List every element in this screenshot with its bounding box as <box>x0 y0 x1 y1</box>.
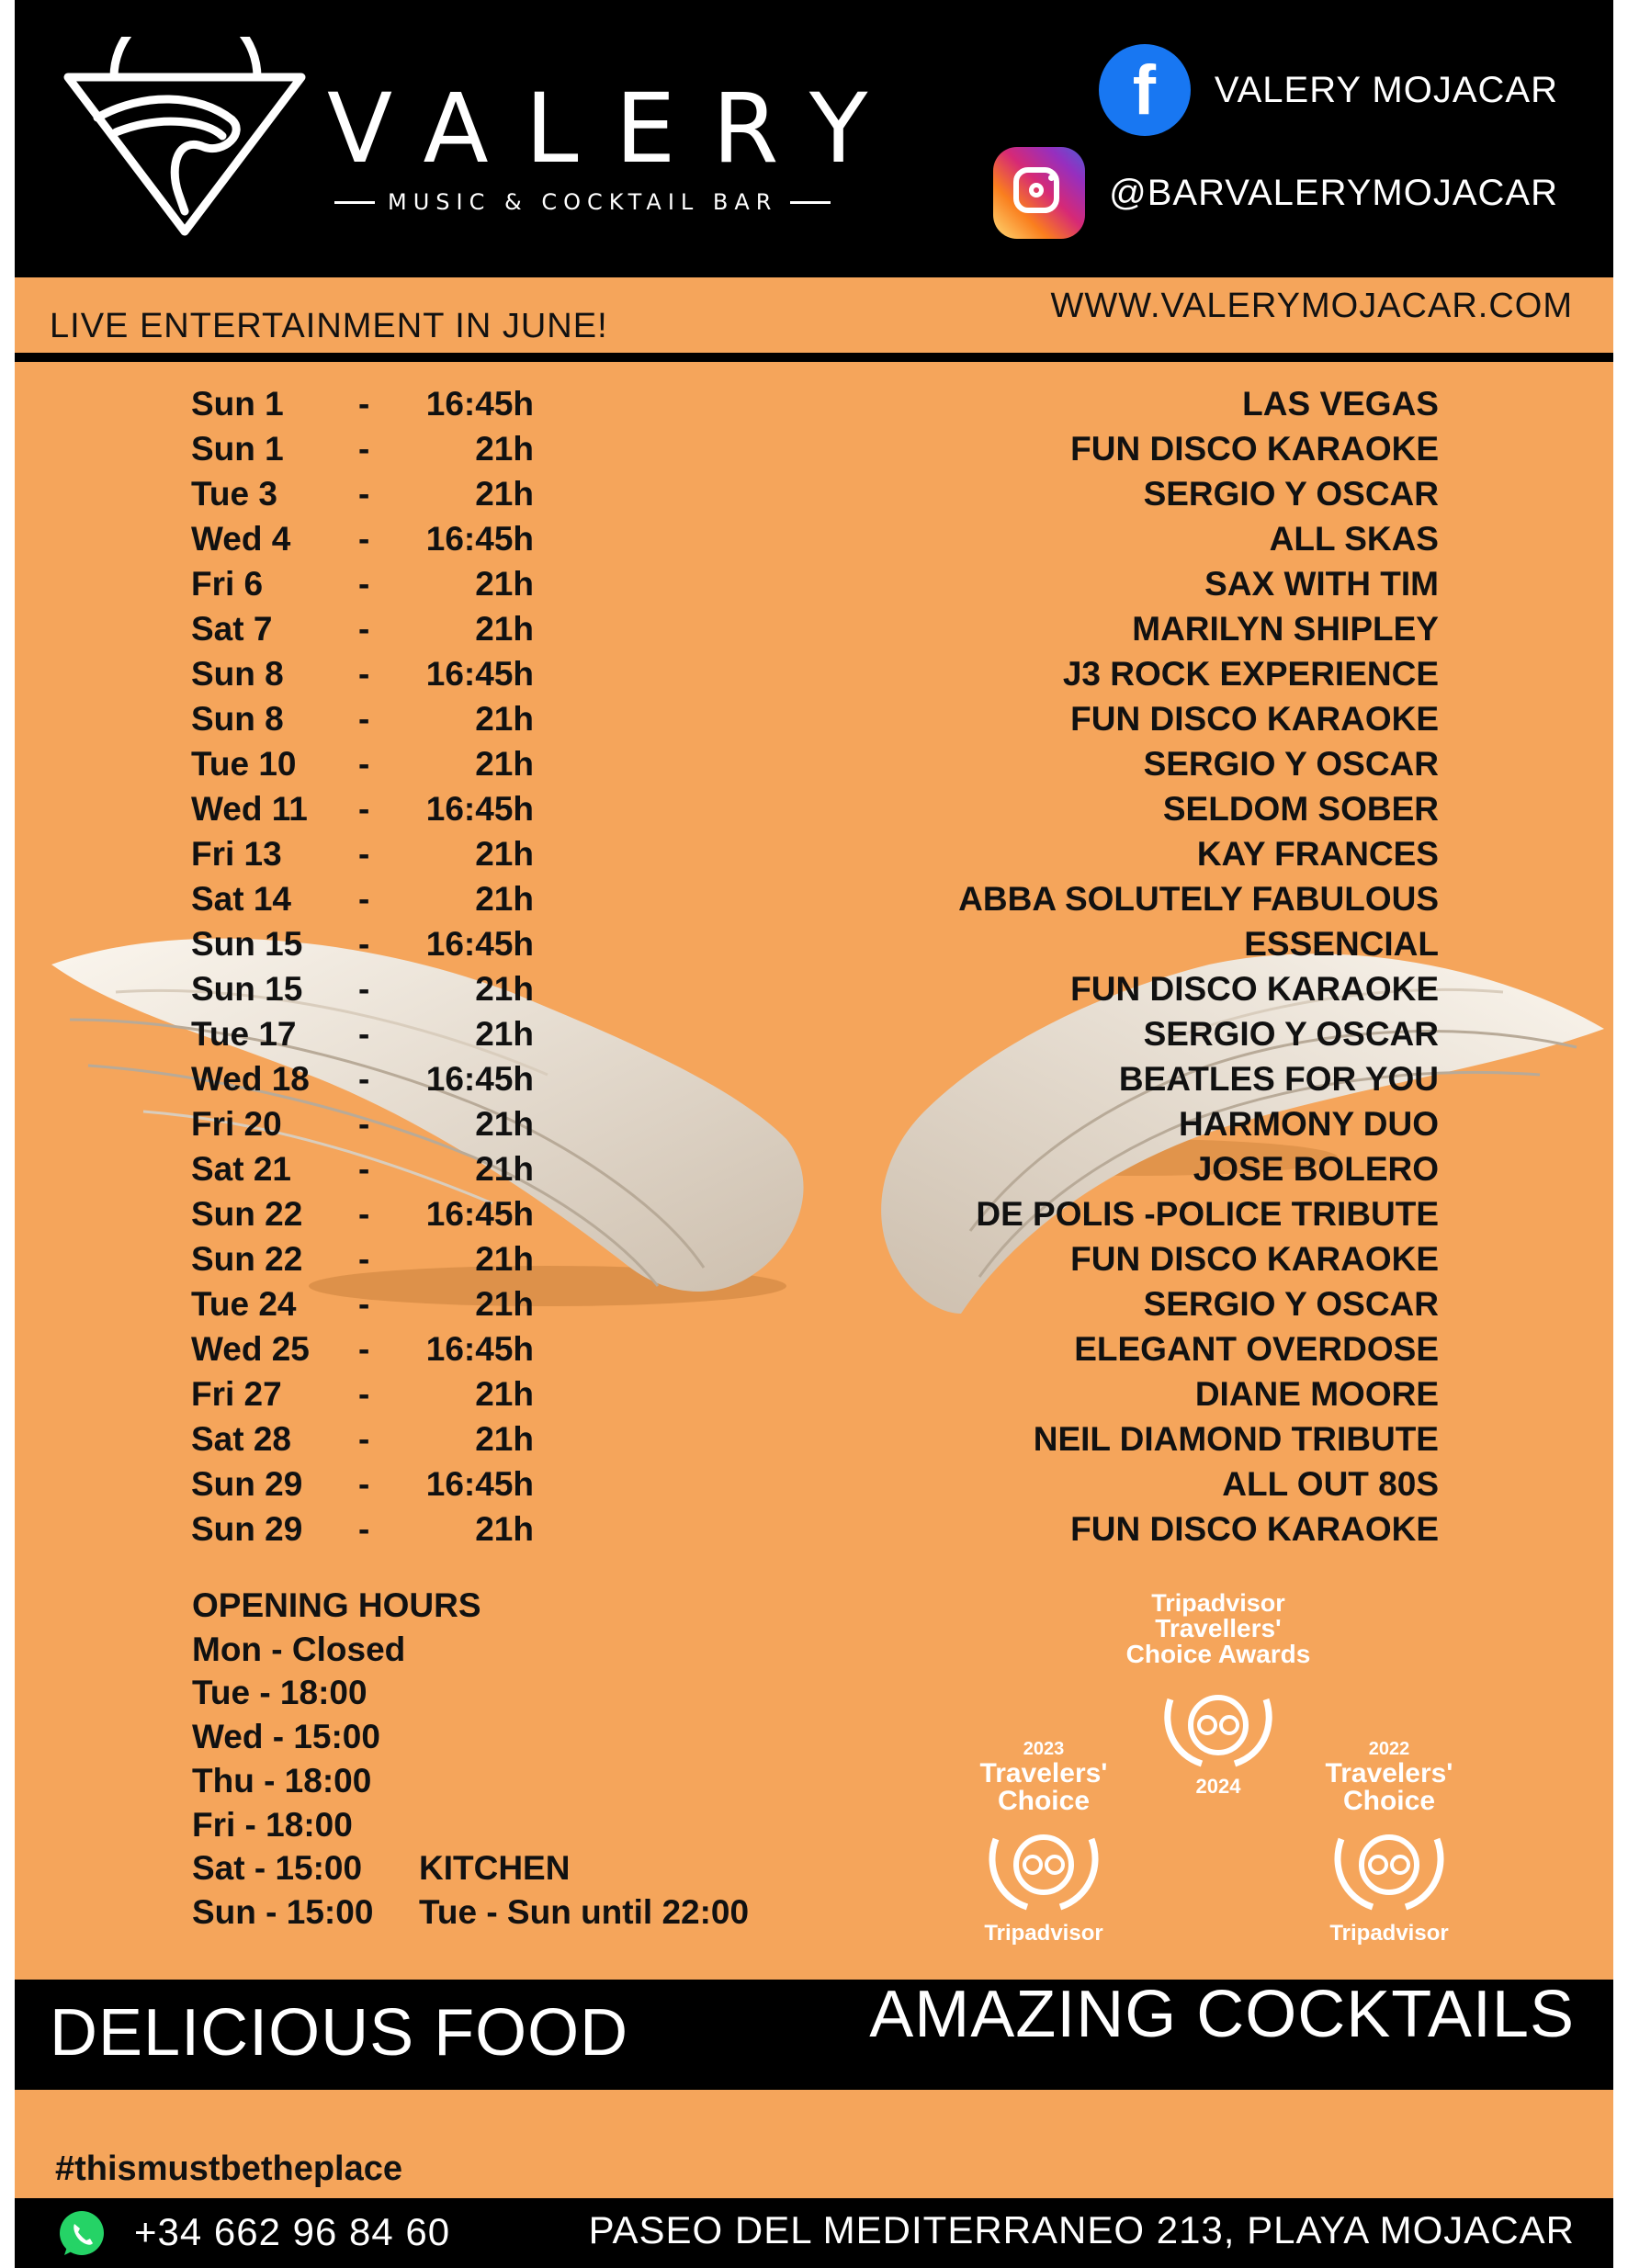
award-left-brand: Tripadvisor <box>984 1921 1103 1946</box>
opening-hours-line: Thu - 18:00 <box>192 1761 372 1800</box>
schedule-day: Tue 24 <box>191 1285 297 1323</box>
schedule-day: Sun 1 <box>191 385 284 423</box>
schedule-act: SAX WITH TIM <box>1204 565 1439 603</box>
schedule-day: Sat 7 <box>191 610 273 648</box>
schedule-row <box>15 1461 1613 1506</box>
schedule-separator: - <box>358 565 370 603</box>
opening-hours-line: Sun - 15:00 <box>192 1892 374 1931</box>
schedule-act: FUN DISCO KARAOKE <box>1070 430 1439 468</box>
schedule-row <box>15 1011 1613 1056</box>
award-right-year: 2022 <box>1368 1739 1410 1759</box>
schedule-act: BEATLES FOR YOU <box>1118 1060 1439 1098</box>
opening-hours-line: Wed - 15:00 <box>192 1718 380 1756</box>
opening-hours-title: OPENING HOURS <box>192 1586 481 1624</box>
schedule-time: 21h <box>475 835 534 873</box>
schedule-act: ABBA SOLUTELY FABULOUS <box>958 880 1439 918</box>
schedule-row <box>15 876 1613 921</box>
schedule-day: Wed 18 <box>191 1060 310 1098</box>
schedule-row <box>15 651 1613 696</box>
schedule-time: 21h <box>475 610 534 648</box>
schedule-separator: - <box>358 1240 370 1278</box>
schedule-row <box>15 1416 1613 1461</box>
schedule-day: Fri 6 <box>191 565 264 603</box>
schedule-separator: - <box>358 925 370 963</box>
facebook-icon: f <box>1099 44 1191 136</box>
schedule-separator: - <box>358 655 370 693</box>
schedule-day: Sun 29 <box>191 1465 303 1503</box>
schedule-time: 21h <box>475 1015 534 1053</box>
schedule-time: 16:45h <box>425 1330 534 1368</box>
schedule-separator: - <box>358 1195 370 1233</box>
instagram-handle: @BARVALERYMOJACAR <box>1109 172 1558 213</box>
schedule-day: Sun 15 <box>191 970 303 1008</box>
opening-hours-line: Tue - 18:00 <box>192 1674 367 1712</box>
schedule-separator: - <box>358 790 370 828</box>
schedule-day: Wed 4 <box>191 520 291 558</box>
schedule-separator: - <box>358 385 370 423</box>
hashtag: #thismustbetheplace <box>55 2150 402 2188</box>
schedule-day: Sun 1 <box>191 430 284 468</box>
schedule-day: Fri 20 <box>191 1105 282 1143</box>
tagline-text: MUSIC & COCKTAIL BAR <box>388 189 778 215</box>
schedule-row <box>15 1191 1613 1236</box>
schedule-row <box>15 1281 1613 1326</box>
schedule-act: FUN DISCO KARAOKE <box>1070 700 1439 738</box>
schedule-act: SERGIO Y OSCAR <box>1143 1015 1439 1053</box>
schedule-separator: - <box>358 1060 370 1098</box>
divider <box>15 353 1613 362</box>
schedule-separator: - <box>358 1285 370 1323</box>
award-main-line2: Choice Awards <box>1125 1640 1311 1668</box>
schedule-time: 21h <box>475 565 534 603</box>
schedule-row <box>15 561 1613 606</box>
instagram-icon <box>993 147 1085 239</box>
opening-hours-line: Mon - Closed <box>192 1630 406 1668</box>
cocktail-logo-icon <box>61 37 309 239</box>
schedule-day: Wed 25 <box>191 1330 310 1368</box>
award-main-brand: Tripadvisor <box>1151 1589 1285 1617</box>
schedule-day: Sat 21 <box>191 1150 292 1188</box>
schedule-separator: - <box>358 1330 370 1368</box>
schedule-time: 21h <box>475 880 534 918</box>
whatsapp-icon <box>55 2207 108 2261</box>
schedule-act: SERGIO Y OSCAR <box>1143 745 1439 783</box>
food-slogan: DELICIOUS FOOD <box>50 1996 629 2070</box>
schedule-day: Fri 13 <box>191 835 282 873</box>
schedule-act: DIANE MOORE <box>1194 1375 1439 1413</box>
schedule-day: Tue 10 <box>191 745 297 783</box>
kitchen-time: Tue - Sun until 22:00 <box>419 1892 750 1931</box>
schedule-act: LAS VEGAS <box>1242 385 1439 423</box>
schedule-day: Sun 22 <box>191 1240 303 1278</box>
brand-tagline <box>334 189 831 215</box>
schedule-separator: - <box>358 1105 370 1143</box>
schedule-time: 16:45h <box>425 1060 534 1098</box>
schedule-time: 21h <box>475 430 534 468</box>
schedule-time: 16:45h <box>425 925 534 963</box>
award-right-line2: Choice <box>1342 1786 1436 1816</box>
schedule-act: NEIL DIAMOND TRIBUTE <box>1033 1420 1439 1458</box>
schedule-row <box>15 1326 1613 1371</box>
schedule-row <box>15 831 1613 876</box>
schedule-act: FUN DISCO KARAOKE <box>1070 970 1439 1008</box>
schedule-row <box>15 786 1613 831</box>
schedule-act: ALL OUT 80S <box>1222 1465 1439 1503</box>
opening-hours-line: Fri - 18:00 <box>192 1805 353 1844</box>
schedule-separator: - <box>358 880 370 918</box>
schedule-row <box>15 741 1613 786</box>
award-left-year: 2023 <box>1023 1739 1065 1759</box>
address: PASEO DEL MEDITERRANEO 213, PLAYA MOJACAR <box>588 2208 1575 2251</box>
schedule-row <box>15 426 1613 471</box>
schedule-separator: - <box>358 835 370 873</box>
schedule-act: MARILYN SHIPLEY <box>1132 610 1439 648</box>
schedule-time: 21h <box>475 475 534 513</box>
schedule-separator: - <box>358 700 370 738</box>
schedule-time: 21h <box>475 1510 534 1548</box>
schedule-act: JOSE BOLERO <box>1193 1150 1439 1188</box>
schedule-act: ALL SKAS <box>1269 520 1439 558</box>
award-2023-badge <box>980 1739 1108 1946</box>
schedule-day: Sun 8 <box>191 655 284 693</box>
award-right-line1: Travelers' <box>1325 1758 1453 1788</box>
schedule-row <box>15 471 1613 516</box>
schedule-separator: - <box>358 745 370 783</box>
schedule-time: 21h <box>475 1240 534 1278</box>
schedule-day: Sun 29 <box>191 1510 303 1548</box>
schedule-act: SELDOM SOBER <box>1162 790 1439 828</box>
kitchen-title: KITCHEN <box>419 1849 571 1887</box>
schedule-row <box>15 606 1613 651</box>
schedule-day: Tue 3 <box>191 475 277 513</box>
schedule-separator: - <box>358 970 370 1008</box>
award-2022-badge <box>1326 1739 1453 1946</box>
award-2024-badge <box>1126 1589 1311 1798</box>
award-right-brand: Tripadvisor <box>1329 1921 1449 1946</box>
schedule-row <box>15 516 1613 561</box>
schedule-row <box>15 966 1613 1011</box>
headline: LIVE ENTERTAINMENT IN JUNE! <box>50 307 608 345</box>
schedule-separator: - <box>358 1465 370 1503</box>
schedule-act: ESSENCIAL <box>1244 925 1439 963</box>
schedule-row <box>15 696 1613 741</box>
schedule-time: 21h <box>475 1285 534 1323</box>
header-bar <box>15 0 1613 277</box>
schedule-day: Sun 15 <box>191 925 303 963</box>
tagline-dash-right <box>790 201 831 204</box>
schedule-separator: - <box>358 1375 370 1413</box>
schedule-separator: - <box>358 1150 370 1188</box>
award-left-line2: Choice <box>997 1786 1091 1816</box>
schedule-time: 21h <box>475 1150 534 1188</box>
facebook-handle: VALERY MOJACAR <box>1214 69 1558 110</box>
schedule-day: Wed 11 <box>191 790 308 828</box>
schedule-row <box>15 1056 1613 1101</box>
schedule-act: J3 ROCK EXPERIENCE <box>1062 655 1439 693</box>
website-link[interactable]: WWW.VALERYMOJACAR.COM <box>1050 287 1573 325</box>
poster <box>15 0 1613 2268</box>
schedule-time: 16:45h <box>425 655 534 693</box>
schedule-row <box>15 1101 1613 1146</box>
schedule-time: 21h <box>475 1420 534 1458</box>
schedule-time: 21h <box>475 1375 534 1413</box>
schedule-row <box>15 381 1613 426</box>
instagram-link[interactable] <box>993 147 1558 239</box>
award-main-year: 2024 <box>1195 1775 1241 1798</box>
schedule-time: 21h <box>475 745 534 783</box>
cocktails-slogan: AMAZING COCKTAILS <box>869 1978 1575 2051</box>
schedule-time: 16:45h <box>425 520 534 558</box>
tripadvisor-awards <box>943 1580 1494 1966</box>
schedule-time: 16:45h <box>425 1195 534 1233</box>
schedule-time: 16:45h <box>425 385 534 423</box>
schedule-time: 21h <box>475 970 534 1008</box>
schedule-act: ELEGANT OVERDOSE <box>1074 1330 1439 1368</box>
event-schedule <box>15 381 1613 1551</box>
schedule-day: Sun 22 <box>191 1195 303 1233</box>
schedule-act: KAY FRANCES <box>1196 835 1439 873</box>
schedule-separator: - <box>358 1420 370 1458</box>
schedule-act: HARMONY DUO <box>1179 1105 1439 1143</box>
schedule-separator: - <box>358 520 370 558</box>
schedule-act: SERGIO Y OSCAR <box>1143 1285 1439 1323</box>
schedule-day: Sun 8 <box>191 700 284 738</box>
schedule-act: DE POLIS -POLICE TRIBUTE <box>976 1195 1439 1233</box>
brand-name: VALERY <box>327 73 905 185</box>
kitchen-hours <box>419 1846 749 1934</box>
schedule-row <box>15 1371 1613 1416</box>
schedule-day: Tue 17 <box>191 1015 297 1053</box>
schedule-row <box>15 1506 1613 1551</box>
facebook-link[interactable] <box>1099 44 1558 136</box>
award-left-line1: Travelers' <box>979 1758 1108 1788</box>
schedule-act: FUN DISCO KARAOKE <box>1070 1510 1439 1548</box>
schedule-act: SERGIO Y OSCAR <box>1143 475 1439 513</box>
schedule-time: 21h <box>475 1105 534 1143</box>
schedule-time: 21h <box>475 700 534 738</box>
schedule-row <box>15 1236 1613 1281</box>
schedule-day: Fri 27 <box>191 1375 282 1413</box>
schedule-separator: - <box>358 1510 370 1548</box>
award-main-line1: Travellers' <box>1155 1614 1282 1642</box>
schedule-separator: - <box>358 610 370 648</box>
schedule-row <box>15 921 1613 966</box>
phone-number[interactable]: +34 662 96 84 60 <box>134 2210 451 2253</box>
opening-hours-line: Sat - 15:00 <box>192 1849 363 1888</box>
tagline-dash-left <box>334 201 375 204</box>
schedule-separator: - <box>358 430 370 468</box>
schedule-row <box>15 1146 1613 1191</box>
schedule-separator: - <box>358 475 370 513</box>
schedule-day: Sat 28 <box>191 1420 292 1458</box>
schedule-time: 16:45h <box>425 790 534 828</box>
schedule-separator: - <box>358 1015 370 1053</box>
schedule-day: Sat 14 <box>191 880 292 918</box>
schedule-time: 16:45h <box>425 1465 534 1503</box>
schedule-act: FUN DISCO KARAOKE <box>1070 1240 1439 1278</box>
